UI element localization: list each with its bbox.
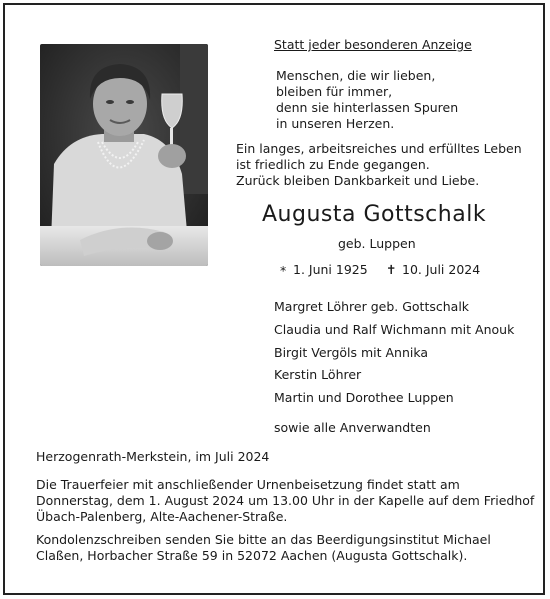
birth-date: 1. Juni 1925 bbox=[293, 262, 368, 277]
funeral-line: Donnerstag, dem 1. August 2024 um 13.00 Uhr in der Kapelle auf dem Friedhof bbox=[36, 493, 535, 508]
notice-heading: Statt jeder besonderen Anzeige bbox=[274, 37, 472, 52]
poem-line: Menschen, die wir lieben, bbox=[276, 68, 436, 83]
relatives-line: sowie alle Anverwandten bbox=[274, 420, 431, 435]
portrait-photo bbox=[40, 44, 208, 266]
mourner-name: Martin und Dorothee Luppen bbox=[274, 390, 454, 405]
poem-line: bleiben für immer, bbox=[276, 84, 393, 99]
birth-name: geb. Luppen bbox=[338, 236, 416, 251]
condolence-line: Claßen, Horbacher Straße 59 in 52072 Aachen (Augusta Gottschalk). bbox=[36, 548, 468, 563]
funeral-line: Die Trauerfeier mit anschließender Urnenbeisetzung findet statt am bbox=[36, 477, 460, 492]
place-date: Herzogenrath-Merkstein, im Juli 2024 bbox=[36, 449, 270, 464]
poem-line: in unseren Herzen. bbox=[276, 116, 395, 131]
condolence-line: Kondolenzschreiben senden Sie bitte an das Beerdigungsinstitut Michael bbox=[36, 532, 491, 547]
mourner-name: Margret Löhrer geb. Gottschalk bbox=[274, 299, 470, 314]
mourner-name: Claudia und Ralf Wichmann mit Anouk bbox=[274, 322, 515, 337]
poem-line: denn sie hinterlassen Spuren bbox=[276, 100, 459, 115]
funeral-line: Übach-Palenberg, Alte-Aachener-Straße. bbox=[36, 509, 288, 524]
mourner-name: Kerstin Löhrer bbox=[274, 367, 362, 382]
death-cross-icon: ✝ bbox=[386, 262, 397, 277]
mourner-name: Birgit Vergöls mit Annika bbox=[274, 345, 429, 360]
message-line: Zurück bleiben Dankbarkeit und Liebe. bbox=[236, 173, 480, 188]
message-line: ist friedlich zu Ende gegangen. bbox=[236, 157, 430, 172]
deceased-name: Augusta Gottschalk bbox=[262, 202, 487, 227]
birth-star-icon: * bbox=[280, 263, 287, 278]
death-date: 10. Juli 2024 bbox=[402, 262, 481, 277]
message-line: Ein langes, arbeitsreiches und erfülltes Leben bbox=[236, 141, 522, 156]
